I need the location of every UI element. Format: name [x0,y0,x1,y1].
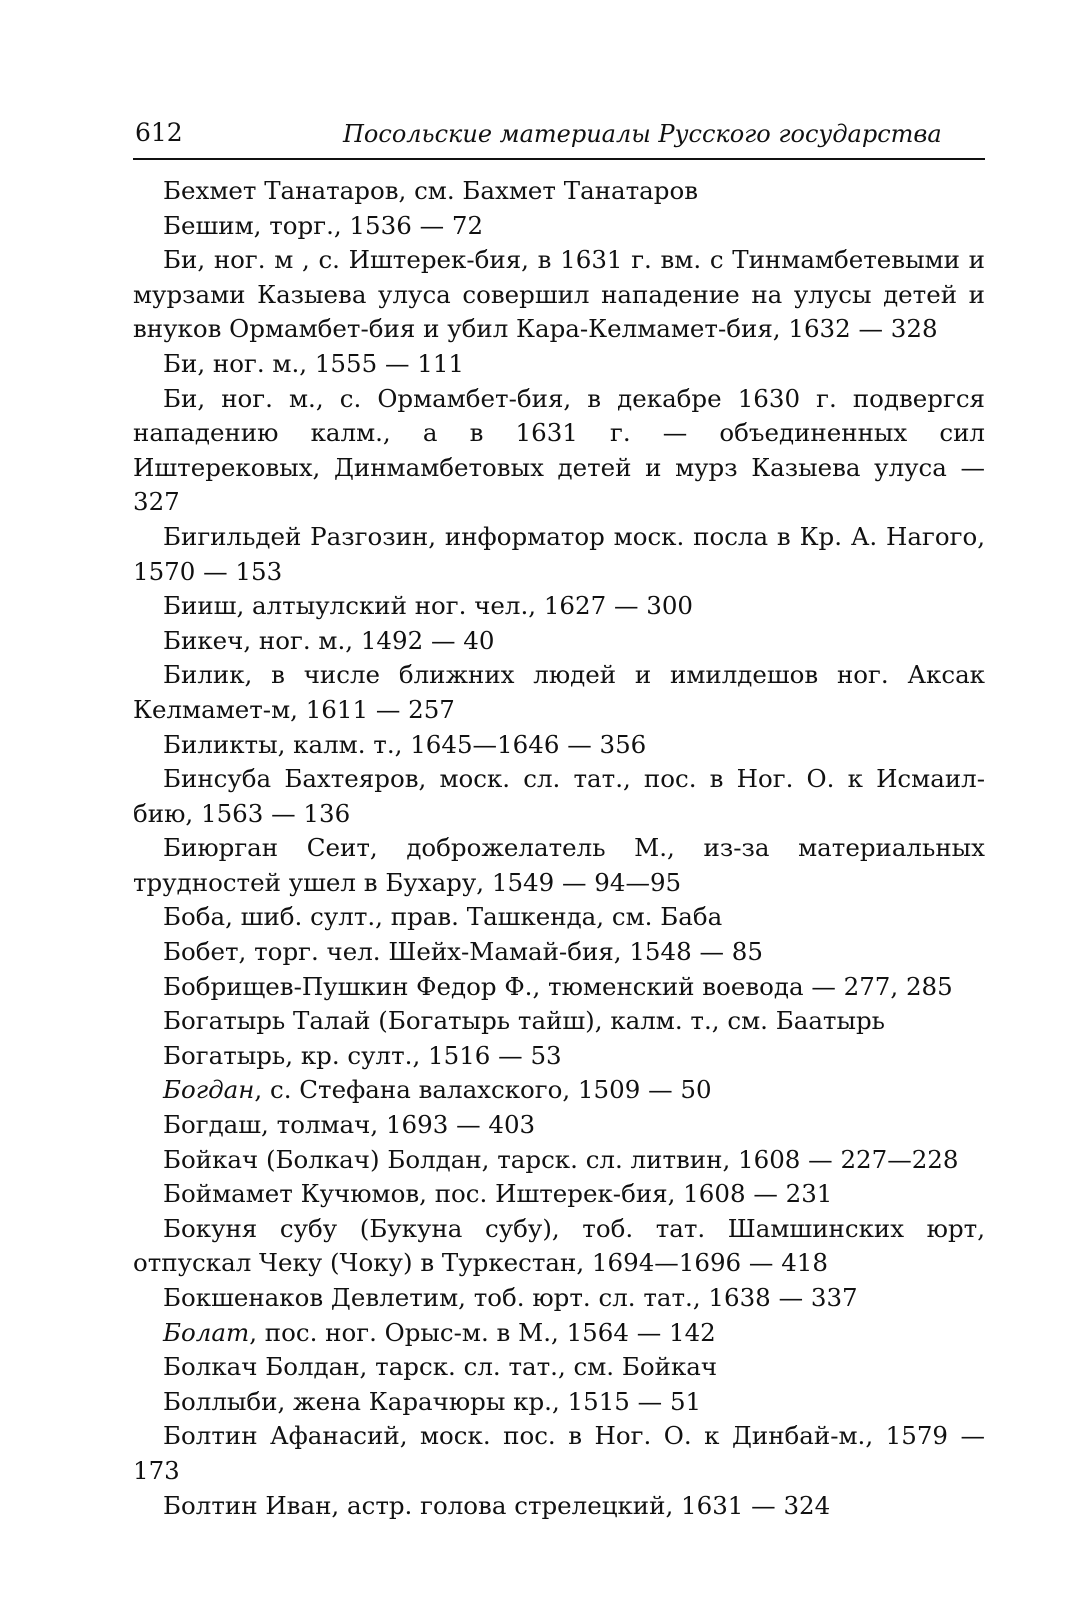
entry-text: Боймамет Кучюмов, пос. Иштерек-бия, 1608 — 231 [163,1179,833,1209]
index-entry [133,935,985,970]
entry-text: Билик, в числе ближних людей и имилдешов ног. Аксак Келмамет-м, 1611 — 257 [133,660,985,724]
index-entry [133,624,985,659]
index-entries [133,174,985,1523]
page-number: 612 [135,118,183,147]
index-entry [133,520,985,589]
entry-text: Бобрищев-Пушкин Федор Ф., тюменский воевода — 277, 285 [163,971,953,1001]
index-entry [133,243,985,347]
entry-text: Бехмет Танатаров, см. Бахмет Танатаров [163,176,699,205]
index-entry [133,589,985,624]
index-entry [133,1073,985,1108]
index-entry [133,174,985,209]
index-entry [133,1108,985,1143]
entry-text: Би, ног. м , с. Иштерек-бия, в 1631 г. вм. с Тинмамбетевыми и мурзами Казыева улуса совершил нападение на улусы детей и внуков Ормамбет-бия и убил Кара-Келмамет-бия, 1632 — 328 [133,245,985,344]
document-page [133,116,985,1523]
index-entry [133,831,985,900]
index-entry [133,1143,985,1178]
page-header [133,116,985,160]
index-entry [133,1419,985,1488]
index-entry [133,1489,985,1524]
index-entry [133,1212,985,1281]
index-entry [133,900,985,935]
entry-text: Бииш, алтыулский ног. чел., 1627 — 300 [163,591,694,621]
index-entry [133,347,985,382]
entry-text: Болтин Иван, астр. голова стрелецкий, 1631 — 324 [163,1490,831,1520]
entry-text: Богатырь, кр. султ., 1516 — 53 [163,1040,562,1070]
index-entry [133,1281,985,1316]
entry-text: Богдаш, толмач, 1693 — 403 [163,1110,536,1140]
entry-text: Болкач Болдан, тарск. сл. тат., см. Бойкач [163,1352,718,1382]
entry-text: Болтин Афанасий, моск. пос. в Ног. О. к Динбай-м., 1579 — 173 [133,1421,985,1485]
entry-italic-name: Богдан [163,1075,255,1105]
index-entry [133,1316,985,1351]
entry-text: Бикеч, ног. м., 1492 — 40 [163,625,495,655]
index-entry [133,728,985,763]
entry-text: , с. Стефана валахского, 1509 — 50 [254,1075,712,1105]
entry-text: Богатырь Талай (Богатырь тайш), калм. т., см. Баатырь [163,1006,885,1036]
entry-text: Би, ног. м., 1555 — 111 [163,348,465,378]
entry-text: Бобет, торг. чел. Шейх-Мамай-бия, 1548 — 85 [163,937,763,967]
entry-italic-name: Болат [163,1317,250,1347]
entry-text: Бешим, торг., 1536 — 72 [163,210,484,240]
entry-text: Би, ног. м., с. Ормамбет-бия, в декабре 1630 г. подвергся нападению калм., а в 1631 г. — объединенных сил Иштерековых, Динмамбетовых детей и мурз Казыева улуса — 327 [133,383,985,517]
index-entry [133,209,985,244]
entry-text: Биликты, калм. т., 1645—1646 — 356 [163,729,647,759]
index-entry [133,1385,985,1420]
entry-text: Бокшенаков Девлетим, тоб. юрт. сл. тат., 1638 — 337 [163,1283,858,1312]
index-entry [133,658,985,727]
index-entry [133,1039,985,1074]
entry-text: Бойкач (Болкач) Болдан, тарск. сл. литвин, 1608 — 227—228 [163,1144,959,1174]
running-title: Посольские материалы Русского государства [343,120,942,148]
entry-text: Боба, шиб. султ., прав. Ташкенда, см. Баба [163,902,723,932]
entry-text: Бигильдей Разгозин, информатор моск. посла в Кр. А. Нагого, 1570 — 153 [133,521,985,586]
entry-text: Биюрган Сеит, доброжелатель М., из-за материальных трудностей ушел в Бухару, 1549 — 94—95 [133,833,985,897]
index-entry [133,1350,985,1385]
index-entry [133,762,985,831]
entry-text: , пос. ног. Орыс-м. в М., 1564 — 142 [249,1317,716,1347]
entry-text: Бинсуба Бахтеяров, моск. сл. тат., пос. в Ног. О. к Исмаил-бию, 1563 — 136 [133,764,985,828]
index-entry [133,382,985,520]
index-entry [133,1177,985,1212]
index-entry [133,1004,985,1039]
index-entry [133,970,985,1005]
entry-text: Бокуня субу (Букуна субу), тоб. тат. Шамшинских юрт, отпускал Чеку (Чоку) в Туркестан, 1694—1696 — 418 [133,1213,985,1278]
entry-text: Боллыби, жена Карачюры кр., 1515 — 51 [163,1386,702,1416]
